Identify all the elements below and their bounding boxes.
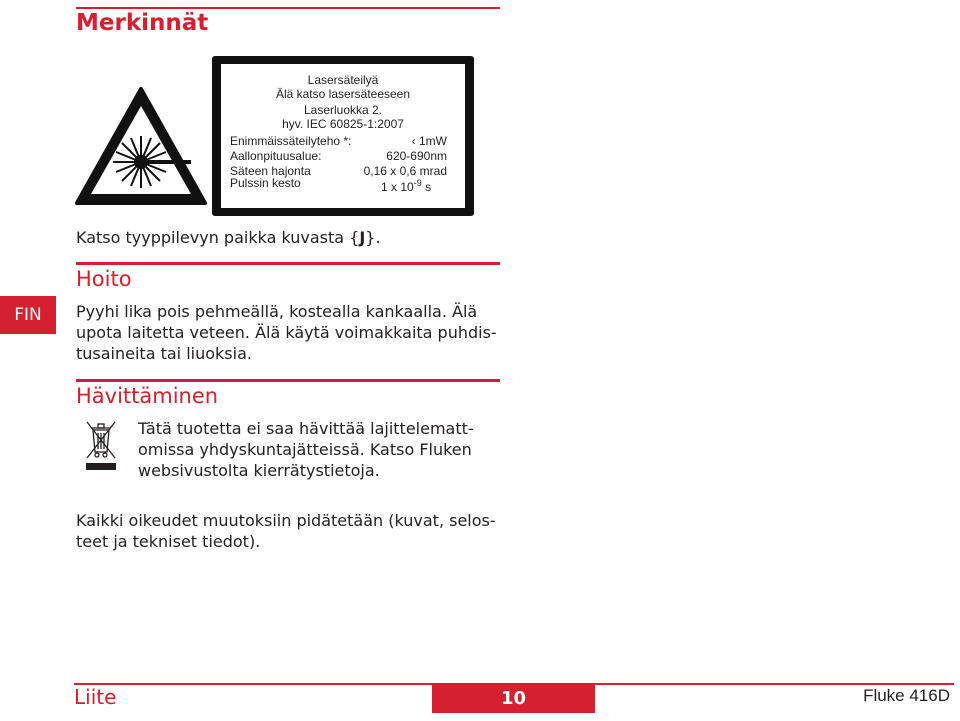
text-line: Pyyhi lika pois pehmeällä, kostealla kankaalla. Älä xyxy=(76,302,478,321)
disposal-text xyxy=(138,418,474,481)
caption-text: Katso tyyppilevyn paikka kuvasta { xyxy=(76,228,360,247)
disposal-heading: Hävittäminen xyxy=(76,384,219,408)
heading-rule xyxy=(76,7,500,9)
language-tab: FIN xyxy=(0,296,56,334)
care-heading: Hoito xyxy=(76,267,132,291)
spec-label: Enimmäissäteilyteho *: xyxy=(230,134,352,148)
text-line: Tätä tuotetta ei saa hävittää lajittelematt- xyxy=(138,419,474,438)
spec-value: 0,16 x 0,6 mrad xyxy=(363,164,447,178)
spec-value: 620-690nm xyxy=(386,149,447,163)
spec-value xyxy=(381,177,431,194)
label-caption xyxy=(76,227,381,248)
text-line: omissa yhdyskuntajätteissä. Katso Fluken xyxy=(138,440,472,459)
section-rule xyxy=(76,379,500,382)
laser-warning-icon xyxy=(74,86,208,206)
laser-label-class: Laserluokka 2. xyxy=(303,103,383,117)
pulse-unit: s xyxy=(425,180,432,194)
section-rule xyxy=(76,262,500,265)
laser-label-standard: hyv. IEC 60825-1:2007 xyxy=(282,117,404,131)
weee-crossed-bin-icon xyxy=(84,418,118,474)
figure-ref: J xyxy=(359,228,366,247)
product-name: Fluke 416D xyxy=(863,686,950,705)
spec-label: Aallonpituusalue: xyxy=(230,149,322,163)
page-title: Merkinnät xyxy=(76,10,209,36)
text-line: upota laitetta veteen. Älä käytä voimakkaita puhdis- xyxy=(76,323,497,342)
caption-text: }. xyxy=(365,228,381,247)
text-line: tusaineita tai liuoksia. xyxy=(76,344,252,363)
laser-label-warning: Älä katso lasersäteeseen xyxy=(275,87,411,101)
spec-label: Pulssin kesto xyxy=(230,176,301,190)
text-line: Kaikki oikeudet muutoksiin pidätetään (kuvat, selos- xyxy=(76,511,496,530)
care-text xyxy=(76,301,497,364)
text-line: teet ja tekniset tiedot). xyxy=(76,532,261,551)
rights-note xyxy=(76,510,496,552)
pulse-exponent: -9 xyxy=(413,178,422,188)
pulse-base: 1 x 10 xyxy=(381,180,414,194)
spec-label: Säteen hajonta xyxy=(230,164,311,178)
footer-section-title: Liite xyxy=(74,685,117,709)
spec-value: ‹ 1mW xyxy=(411,134,447,148)
page-number: 10 xyxy=(432,683,595,713)
laser-label-title: Lasersäteilyä xyxy=(307,73,379,87)
text-line: websivustolta kierrätystietoja. xyxy=(138,461,380,480)
